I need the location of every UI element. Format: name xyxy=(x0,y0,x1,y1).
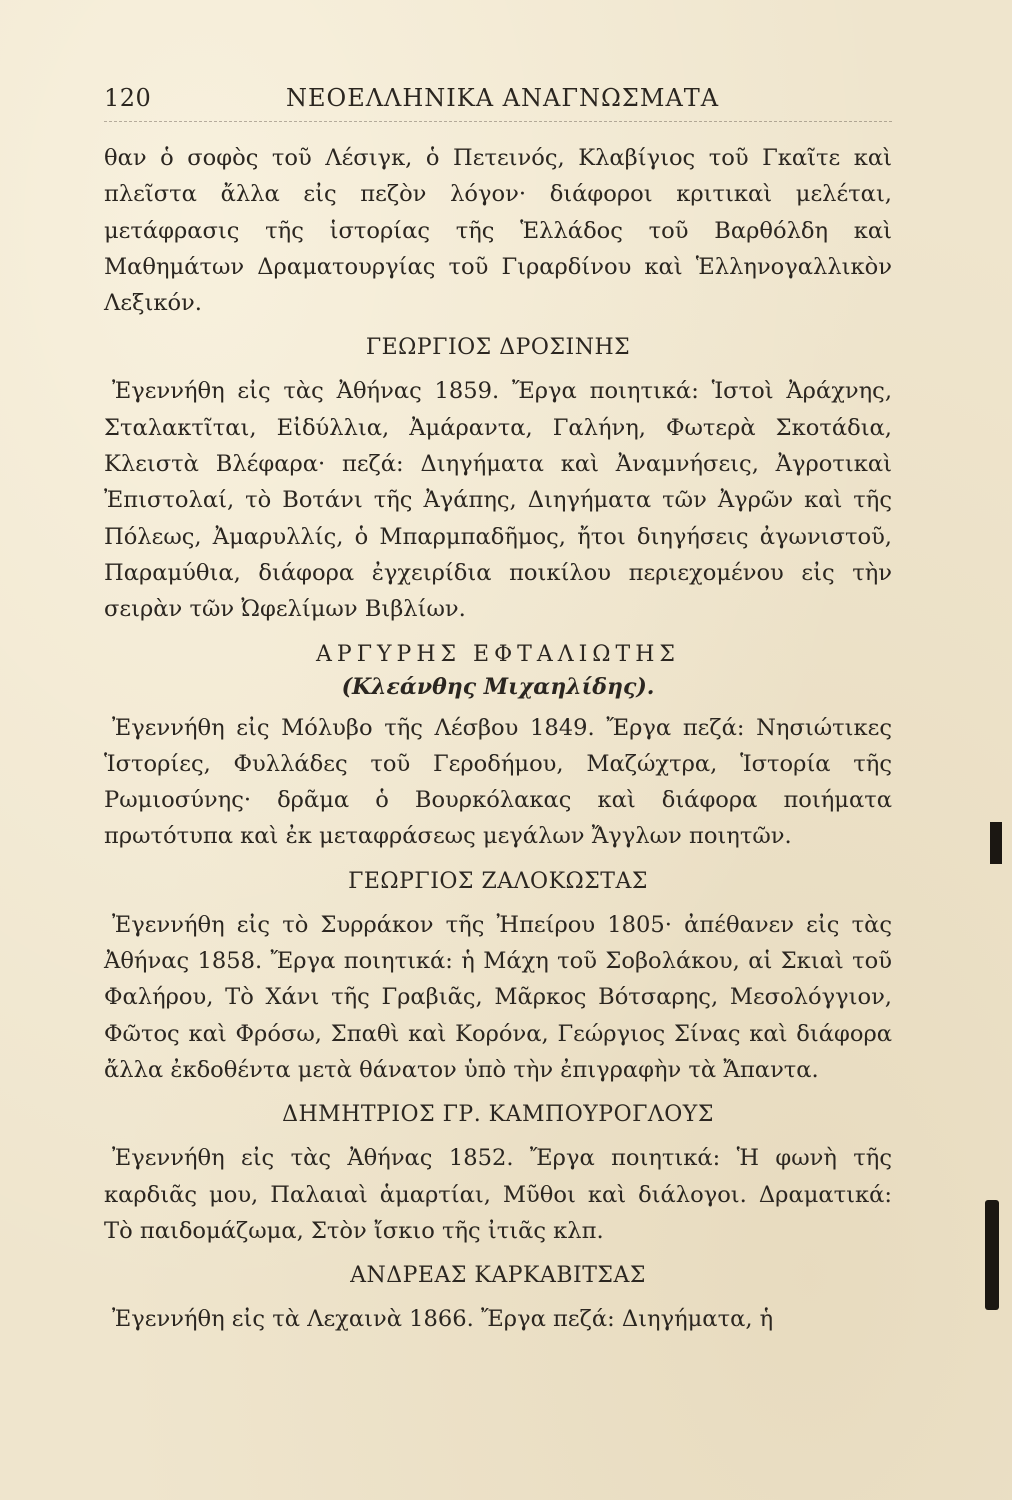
author-heading: ΔΗΜΗΤΡΙΟΣ ΓΡ. ΚΑΜΠΟΥΡΟΓΛΟΥΣ xyxy=(282,1102,714,1128)
author-paragraph: Ἐγεννήθη εἰς Μόλυβο τῆς Λέσβου 1849. Ἔργα πεζά: Νησιώτικες Ἱστορίες, Φυλλάδες τοῦ Γεροδήμου, Μαζώχτρα, Ἱστορία τῆς Ρωμιοσύνης· δρᾶμα ὁ Βουρκόλακας καὶ διάφορα ποιήματα πρωτότυπα καὶ ἐκ μεταφράσεως μεγάλων Ἄγγλων ποιητῶν. xyxy=(104,714,892,850)
entry-kampouroglous xyxy=(104,1100,892,1249)
author-heading: ΑΡΓΥΡΗΣ ΕΦΤΑΛΙΩΤΗΣ xyxy=(316,641,680,667)
author-heading: ΓΕΩΡΓΙΟΣ ΖΑΛΟΚΩΣΤΑΣ xyxy=(348,868,648,894)
entry-zalokostas xyxy=(104,867,892,1088)
page-header xyxy=(104,84,892,118)
entry-karkavitsas xyxy=(104,1261,892,1337)
header-rule xyxy=(104,121,892,122)
author-heading: ΑΝΔΡΕΑΣ ΚΑΡΚΑΒΙΤΣΑΣ xyxy=(350,1263,646,1289)
author-paragraph: Ἐγεννήθη εἰς τὸ Συρράκον τῆς Ἠπείρου 1805· ἀπέθανεν εἰς τὰς Ἀθήνας 1858. Ἔργα ποιητικά: ἡ Μάχη τοῦ Σοβολάκου, αἱ Σκιαὶ τοῦ Φαλήρου, Τὸ Χάνι τῆς Γραβιᾶς, Μᾶρκος Βότσαρης, Μεσολόγγιον, Φῶτος καὶ Φρόσω, Σπαθὶ καὶ Κορόνα, Γεώργιος Σίνας καὶ διάφορα ἄλλα ἐκδοθέντα μετὰ θάνατον ὑπὸ τὴν ἐπιγραφὴν τὰ Ἄπαντα. xyxy=(104,911,892,1083)
ink-blot-mark xyxy=(990,822,1002,864)
entry-drosinis xyxy=(104,333,892,627)
running-title: ΝΕΟΕΛΛΗΝΙΚΑ ΑΝΑΓΝΩΣΜΑΤΑ xyxy=(286,84,720,112)
page-body xyxy=(104,140,892,1337)
page-number: 120 xyxy=(104,84,152,112)
ink-blot-mark xyxy=(985,1200,999,1310)
author-paragraph: Ἐγεννήθη εἰς τὰς Ἀθήνας 1859. Ἔργα ποιητικά: Ἱστοὶ Ἀράχνης, Σταλακτῖται, Εἰδύλλια, Ἀμάραντα, Γαλήνη, Φωτερὰ Σκοτάδια, Κλειστὰ Βλέφαρα· πεζά: Διηγήματα καὶ Ἀναμνήσεις, Ἀγροτικαὶ Ἐπιστολαί, τὸ Βοτάνι τῆς Ἀγάπης, Διηγήματα τῶν Ἀγρῶν καὶ τῆς Πόλεως, Ἀμαρυλλίς, ὁ Μπαρμπαδῆμος, ἤτοι διηγήσεις ἀγωνιστοῦ, Παραμύθια, διάφορα ἐγχειρίδια ποικίλου περιεχομένου εἰς τὴν σειρὰν τῶν Ὠφελίμων Βιβλίων. xyxy=(104,378,892,623)
author-pseudonym: (Κλεάνθης Μιχαηλίδης). xyxy=(341,673,655,700)
intro-paragraph: θαν ὁ σοφὸς τοῦ Λέσιγκ, ὁ Πετεινός, Κλαβίγιος τοῦ Γκαῖτε καὶ πλεῖστα ἄλλα εἰς πεζὸν λόγον· διάφοροι κριτικαὶ μελέται, μετάφρασις τῆς ἱστορίας τῆς Ἑλλάδος τοῦ Βαρθόλδη καὶ Μαθημάτων Δραματουργίας τοῦ Γιραρδίνου καὶ Ἑλληνογαλλικὸν Λεξικόν. xyxy=(104,145,892,317)
author-paragraph: Ἐγεννήθη εἰς τὰ Λεχαινὰ 1866. Ἔργα πεζά: Διηγήματα, ἡ xyxy=(112,1306,774,1333)
entry-eftaliotis xyxy=(104,640,892,855)
author-heading: ΓΕΩΡΓΙΟΣ ΔΡΟΣΙΝΗΣ xyxy=(365,335,631,361)
author-paragraph: Ἐγεννήθη εἰς τὰς Ἀθήνας 1852. Ἔργα ποιητικά: Ἡ φωνὴ τῆς καρδιᾶς μου, Παλαιαὶ ἁμαρτίαι, Μῦθοι καὶ διάλογοι. Δραματικά: Τὸ παιδομάζωμα, Στὸν ἴσκιο τῆς ἰτιᾶς κλπ. xyxy=(104,1145,892,1244)
